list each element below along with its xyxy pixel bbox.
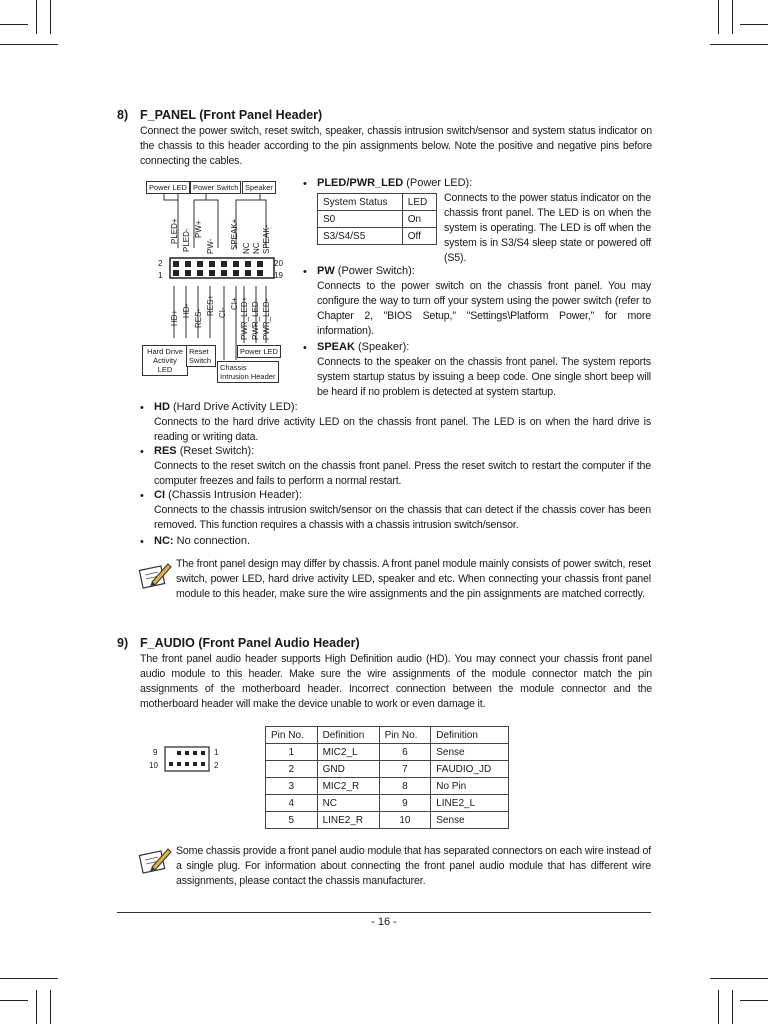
crop-mark	[740, 1000, 768, 1001]
pin-9-label: 9	[153, 748, 158, 757]
crop-mark	[0, 44, 58, 45]
table-row	[266, 795, 509, 812]
table-cell: MIC2_R	[317, 778, 379, 795]
pled-status-table	[317, 193, 437, 245]
pin-10-label: 10	[149, 761, 158, 770]
bullet-dot: •	[303, 342, 307, 354]
table-cell: 4	[266, 795, 318, 812]
crop-mark	[36, 990, 37, 1024]
table-cell: S3/S4/S5	[318, 228, 403, 245]
table-cell: FAUDIO_JD	[431, 761, 509, 778]
pw-heading	[317, 264, 415, 279]
pin-label: PWR_LED-	[262, 298, 271, 340]
table-header: Pin No.	[266, 727, 318, 744]
table-cell: LINE2_R	[317, 812, 379, 829]
crop-mark	[36, 0, 37, 34]
crop-mark	[718, 990, 719, 1024]
pin-label: PWR_LED+	[240, 296, 249, 340]
note-front-panel: The front panel design may differ by chassis. A front panel module mainly consists of power switch, reset switch, power LED, hard drive activity LED, speaker and etc. When connecting your chassis front panel module to this header, make sure the wire assignments and the pin assignments are matched correctly.	[176, 558, 651, 600]
table-cell: 8	[379, 778, 431, 795]
table-cell: S0	[318, 211, 403, 228]
table-row	[266, 778, 509, 795]
table-header: Definition	[317, 727, 379, 744]
crop-mark	[710, 978, 768, 979]
table-cell: 10	[379, 812, 431, 829]
table-header: System Status	[318, 194, 403, 211]
f-panel-diagram	[140, 178, 290, 384]
table-row	[266, 744, 509, 761]
pin-label: PWR_LED-	[251, 298, 260, 340]
table-cell: 6	[379, 744, 431, 761]
pin-label: NC	[252, 242, 261, 254]
speak-desc: (Speaker):	[357, 341, 410, 353]
table-cell: 5	[266, 812, 318, 829]
table-cell: Sense	[431, 744, 509, 761]
pin-2-label: 2	[214, 761, 219, 770]
pin-20-label: 20	[274, 259, 283, 268]
nc-name: NC:	[154, 535, 174, 547]
table-header: LED	[402, 194, 436, 211]
table-cell: LINE2_L	[431, 795, 509, 812]
pin-label: CI+	[230, 297, 239, 310]
section-9-number: 9)	[117, 636, 129, 650]
diagram-label-reset-switch: Reset Switch	[186, 345, 216, 367]
nc-heading	[154, 534, 250, 549]
pin-19-label: 19	[274, 271, 283, 280]
pw-desc: (Power Switch):	[337, 265, 415, 277]
pin-2-label: 2	[158, 259, 163, 268]
speak-heading	[317, 340, 409, 355]
hd-heading	[154, 400, 298, 415]
bullet-dot: •	[303, 266, 307, 278]
pin-label: RES-	[194, 308, 203, 328]
crop-mark	[740, 24, 768, 25]
crop-mark	[50, 990, 51, 1024]
diagram-label-speaker: Speaker	[242, 181, 276, 194]
ci-desc: (Chassis Intrusion Header):	[168, 489, 302, 501]
pin-1-label: 1	[158, 271, 163, 280]
crop-mark	[732, 0, 733, 34]
table-cell: GND	[317, 761, 379, 778]
bullet-dot: •	[303, 178, 307, 190]
diagram-label-power-switch: Power Switch	[190, 181, 241, 194]
pin-label: HD-	[182, 303, 191, 318]
pin-label: SPEAK+	[230, 218, 239, 250]
table-row	[266, 761, 509, 778]
bullet-dot: •	[140, 490, 144, 502]
section-9-title: F_AUDIO (Front Panel Audio Header)	[140, 636, 360, 650]
section-8-intro: Connect the power switch, reset switch, speaker, chassis intrusion switch/sensor and system status indicator on the chassis to this header according to the pin assignments below. Note the positive and negative pins before connecting the cables.	[140, 125, 652, 167]
section-9-intro: The front panel audio header supports High Definition audio (HD). You may connect your chassis front panel audio module to this header. Make sure the wire assignments of the module connector match the pin assignments of the motherboard header. Incorrect connection between the module connector and the motherboard header will make the device unable to work or even damage it.	[140, 653, 652, 710]
diagram-label-power-led: Power LED	[146, 181, 190, 194]
hd-name: HD	[154, 401, 170, 413]
pled-text: Connects to the power status indicator on the chassis front panel. The LED is on when the system is operating. The LED is off when the system is in S3/S4 sleep state or powered off (S5).	[444, 192, 651, 264]
pled-desc: (Power LED):	[406, 177, 473, 189]
pin-label: PLED-	[182, 228, 191, 252]
diagram-label-power-led-bottom: Power LED	[237, 345, 281, 358]
table-cell: 7	[379, 761, 431, 778]
pw-text: Connects to the power switch on the chassis front panel. You may configure the way to turn off your system using the power switch (refer to Chapter 2, "BIOS Setup," "Settings\Platform Power," for more information).	[317, 280, 651, 337]
ci-name: CI	[154, 489, 165, 501]
res-desc: (Reset Switch):	[179, 445, 255, 457]
note-pencil-icon	[138, 845, 172, 875]
table-header: Definition	[431, 727, 509, 744]
res-heading	[154, 444, 254, 459]
bullet-dot: •	[140, 446, 144, 458]
ci-heading	[154, 488, 302, 503]
table-cell: 1	[266, 744, 318, 761]
crop-mark	[710, 44, 768, 45]
bullet-dot: •	[140, 402, 144, 414]
hd-text: Connects to the hard drive activity LED on the chassis front panel. The LED is on when the hard drive is reading or writing data.	[154, 416, 651, 443]
pled-name: PLED/PWR_LED	[317, 177, 404, 189]
table-header: Pin No.	[379, 727, 431, 744]
crop-mark	[732, 990, 733, 1024]
table-cell: MIC2_L	[317, 744, 379, 761]
crop-mark	[0, 24, 28, 25]
ci-text: Connects to the chassis intrusion switch/sensor on the chassis that can detect if the chassis cover has been removed. This function requires a chassis with a chassis intrusion switch/sensor.	[154, 504, 651, 531]
pin-label: RES+	[206, 294, 215, 316]
crop-mark	[0, 1000, 28, 1001]
page-number: - 16 -	[371, 916, 397, 928]
table-cell: 9	[379, 795, 431, 812]
pin-label: SPEAK-	[262, 224, 271, 254]
hd-desc: (Hard Drive Activity LED):	[172, 401, 298, 413]
pin-1-label: 1	[214, 748, 219, 757]
speak-text: Connects to the speaker on the chassis front panel. The system reports system startup status by issuing a beep code. One single short beep will be heard if no problem is detected at system startup.	[317, 356, 651, 398]
table-cell: No Pin	[431, 778, 509, 795]
table-cell: 2	[266, 761, 318, 778]
nc-desc: No connection.	[176, 535, 251, 547]
table-cell: Sense	[431, 812, 509, 829]
pin-label: PLED+	[170, 218, 179, 244]
f-audio-pin-table	[265, 726, 509, 829]
table-cell: On	[402, 211, 436, 228]
note-pencil-icon	[138, 560, 172, 590]
note-audio: Some chassis provide a front panel audio module that has separated connectors on each wire instead of a single plug. For information about connecting the front panel audio module that has different wire assignments, please contact the chassis manufacturer.	[176, 845, 651, 887]
pw-name: PW	[317, 265, 335, 277]
footer-rule	[117, 912, 651, 913]
res-text: Connects to the reset switch on the chassis front panel. Press the reset switch to restart the computer if the computer freezes and fails to perform a normal restart.	[154, 460, 651, 487]
crop-mark	[0, 978, 58, 979]
table-cell: Off	[402, 228, 436, 245]
pin-label: PW+	[194, 220, 203, 238]
diagram-label-hdd-led: Hard Drive Activity LED	[142, 345, 188, 376]
crop-mark	[50, 0, 51, 34]
pin-label: HD+	[170, 309, 179, 326]
crop-mark	[718, 0, 719, 34]
diagram-label-chassis-intrusion: Chassis Intrusion Header	[217, 361, 279, 383]
section-8-number: 8)	[117, 108, 129, 122]
speak-name: SPEAK	[317, 341, 355, 353]
section-8-title: F_PANEL (Front Panel Header)	[140, 108, 323, 122]
pin-label: NC	[242, 242, 251, 254]
table-cell: 3	[266, 778, 318, 795]
table-cell: NC	[317, 795, 379, 812]
bullet-dot: •	[140, 536, 144, 548]
res-name: RES	[154, 445, 177, 457]
pin-label: CI-	[218, 307, 227, 318]
f-audio-diagram	[148, 744, 228, 774]
table-row	[266, 812, 509, 829]
pin-label: PW-	[206, 238, 215, 254]
pled-heading	[317, 176, 472, 191]
